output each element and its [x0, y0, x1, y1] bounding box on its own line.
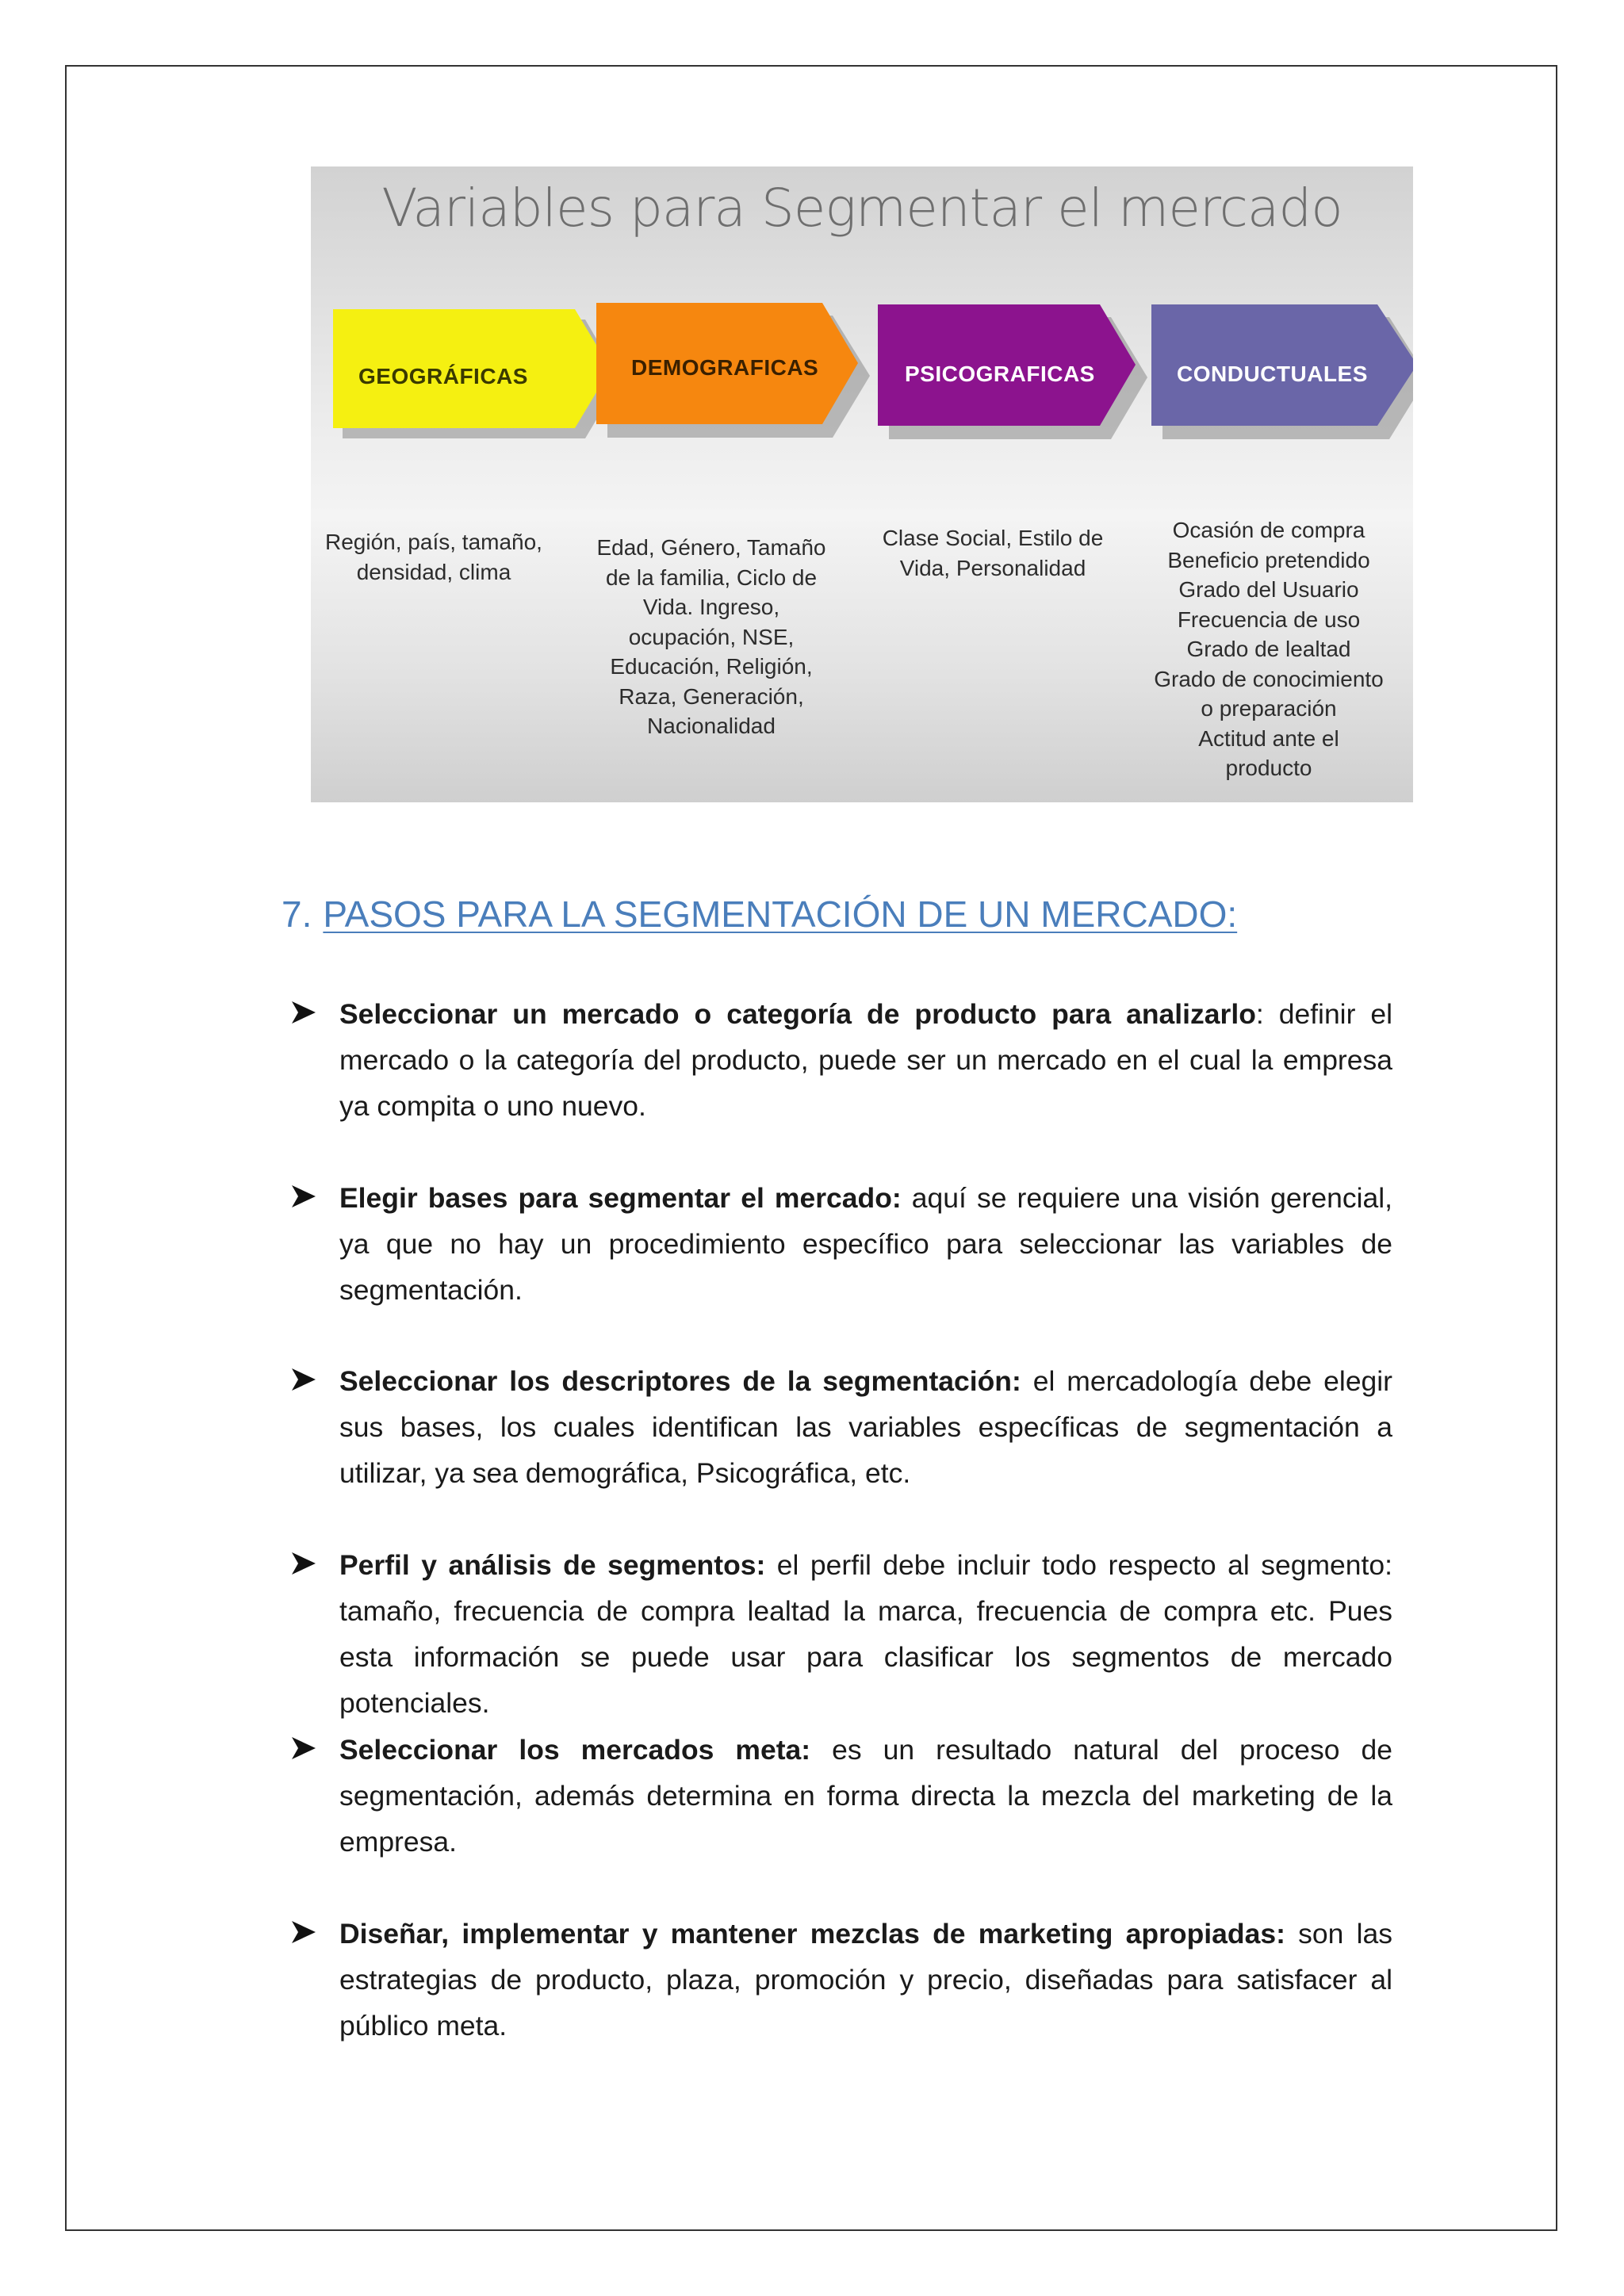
arrow-bullet-icon [290, 1735, 317, 1762]
desc-line: de la familia, Ciclo de [605, 564, 818, 590]
section-number: 7. [282, 894, 312, 935]
step-text: el perfil debe incluir todo respecto al segmento: tamaño, frecuencia de compra lealtad la marca, frecuencia de compra etc. Pues esta información se puede usar para clasificar los segmentos de mercado potenciales. [339, 1549, 1392, 1719]
desc-line: o preparación [1201, 696, 1337, 721]
desc-line: Grado del Usuario [1178, 577, 1359, 602]
desc-line: Actitud ante el [1198, 725, 1339, 751]
desc-line: Educación, Religión, [610, 654, 813, 679]
arrow-bullet-icon [290, 1183, 317, 1210]
arrow-label: GEOGRÁFICAS [358, 364, 528, 388]
list-item [339, 1911, 1392, 2049]
arrow-bullet-icon [290, 1366, 317, 1393]
desc-line: Grado de lealtad [1186, 637, 1351, 661]
arrow-demograficas [596, 293, 858, 452]
step-heading: Seleccionar los descriptores de la segmentación: [339, 1365, 1021, 1397]
arrow-bullet-icon [290, 1550, 317, 1577]
desc-line: Edad, Género, Tamaño [596, 535, 826, 560]
arrow-bullet-icon [290, 999, 317, 1026]
arrow-label: PSICOGRAFICAS [905, 362, 1095, 386]
step-heading: Seleccionar un mercado o categoría de producto para analizarlo [339, 998, 1256, 1030]
desc-line: Vida, Personalidad [899, 555, 1086, 580]
desc-line: densidad, clima [356, 559, 511, 584]
list-item [339, 1727, 1392, 1865]
arrow-geograficas [333, 297, 611, 456]
list-item [339, 1542, 1392, 1726]
arrow-label: CONDUCTUALES [1177, 362, 1368, 386]
desc-psicograficas [866, 523, 1120, 583]
step-text: el mercadología debe elegir sus bases, los cuales identifican las variables específicas de segmentación a utilizar, ya sea demográfica, Psicográfica, etc. [339, 1365, 1393, 1489]
arrow-bullet-icon [290, 1919, 317, 1946]
section-heading [282, 893, 1237, 936]
desc-line: Grado de conocimiento [1154, 666, 1384, 691]
desc-line: Vida. Ingreso, [642, 595, 780, 619]
step-heading: Diseñar, implementar y mantener mezclas de marketing apropiadas: [339, 1918, 1285, 1950]
desc-line: Región, país, tamaño, [325, 530, 542, 554]
arrow-conductuales [1151, 295, 1413, 453]
desc-line: Frecuencia de uso [1177, 607, 1361, 632]
arrow-label: DEMOGRAFICAS [631, 355, 819, 380]
desc-line: Ocasión de compra [1172, 518, 1365, 542]
desc-line: Clase Social, Estilo de [882, 526, 1104, 550]
arrow-psicograficas [878, 295, 1136, 453]
step-text: aquí se requiere una visión gerencial, ya que no hay un procedimiento específico para seleccionar las variables de segmentación. [339, 1182, 1392, 1306]
desc-conductuales [1134, 515, 1404, 783]
step-text: son las estrategias de producto, plaza, promoción y precio, diseñadas para satisfacer al público meta. [339, 1918, 1392, 2042]
desc-line: producto [1225, 756, 1312, 780]
segmentation-variables-figure [311, 166, 1413, 802]
desc-geograficas [311, 527, 557, 587]
step-heading: Perfil y análisis de segmentos: [339, 1549, 766, 1581]
desc-line: ocupación, NSE, [628, 624, 795, 649]
desc-line: Beneficio pretendido [1167, 547, 1370, 572]
list-item [339, 991, 1392, 1129]
step-heading: Seleccionar los mercados meta: [339, 1734, 811, 1766]
desc-demograficas [580, 533, 842, 741]
list-item [339, 1175, 1392, 1313]
desc-line: Raza, Generación, [619, 683, 804, 709]
desc-line: Nacionalidad [647, 714, 776, 738]
step-text: es un resultado natural del proceso de segmentación, además determina en forma directa la mezcla del marketing de la empresa. [339, 1734, 1392, 1858]
step-heading: Elegir bases para segmentar el mercado: [339, 1182, 902, 1214]
figure-title: Variables para Segmentar el mercado [381, 178, 1342, 239]
list-item [339, 1358, 1392, 1496]
step-text: : definir el mercado o la categoría del producto, puede ser un mercado en el cual la empresa ya compita o uno nuevo. [339, 998, 1392, 1122]
section-title: PASOS PARA LA SEGMENTACIÓN DE UN MERCADO: [323, 894, 1238, 935]
